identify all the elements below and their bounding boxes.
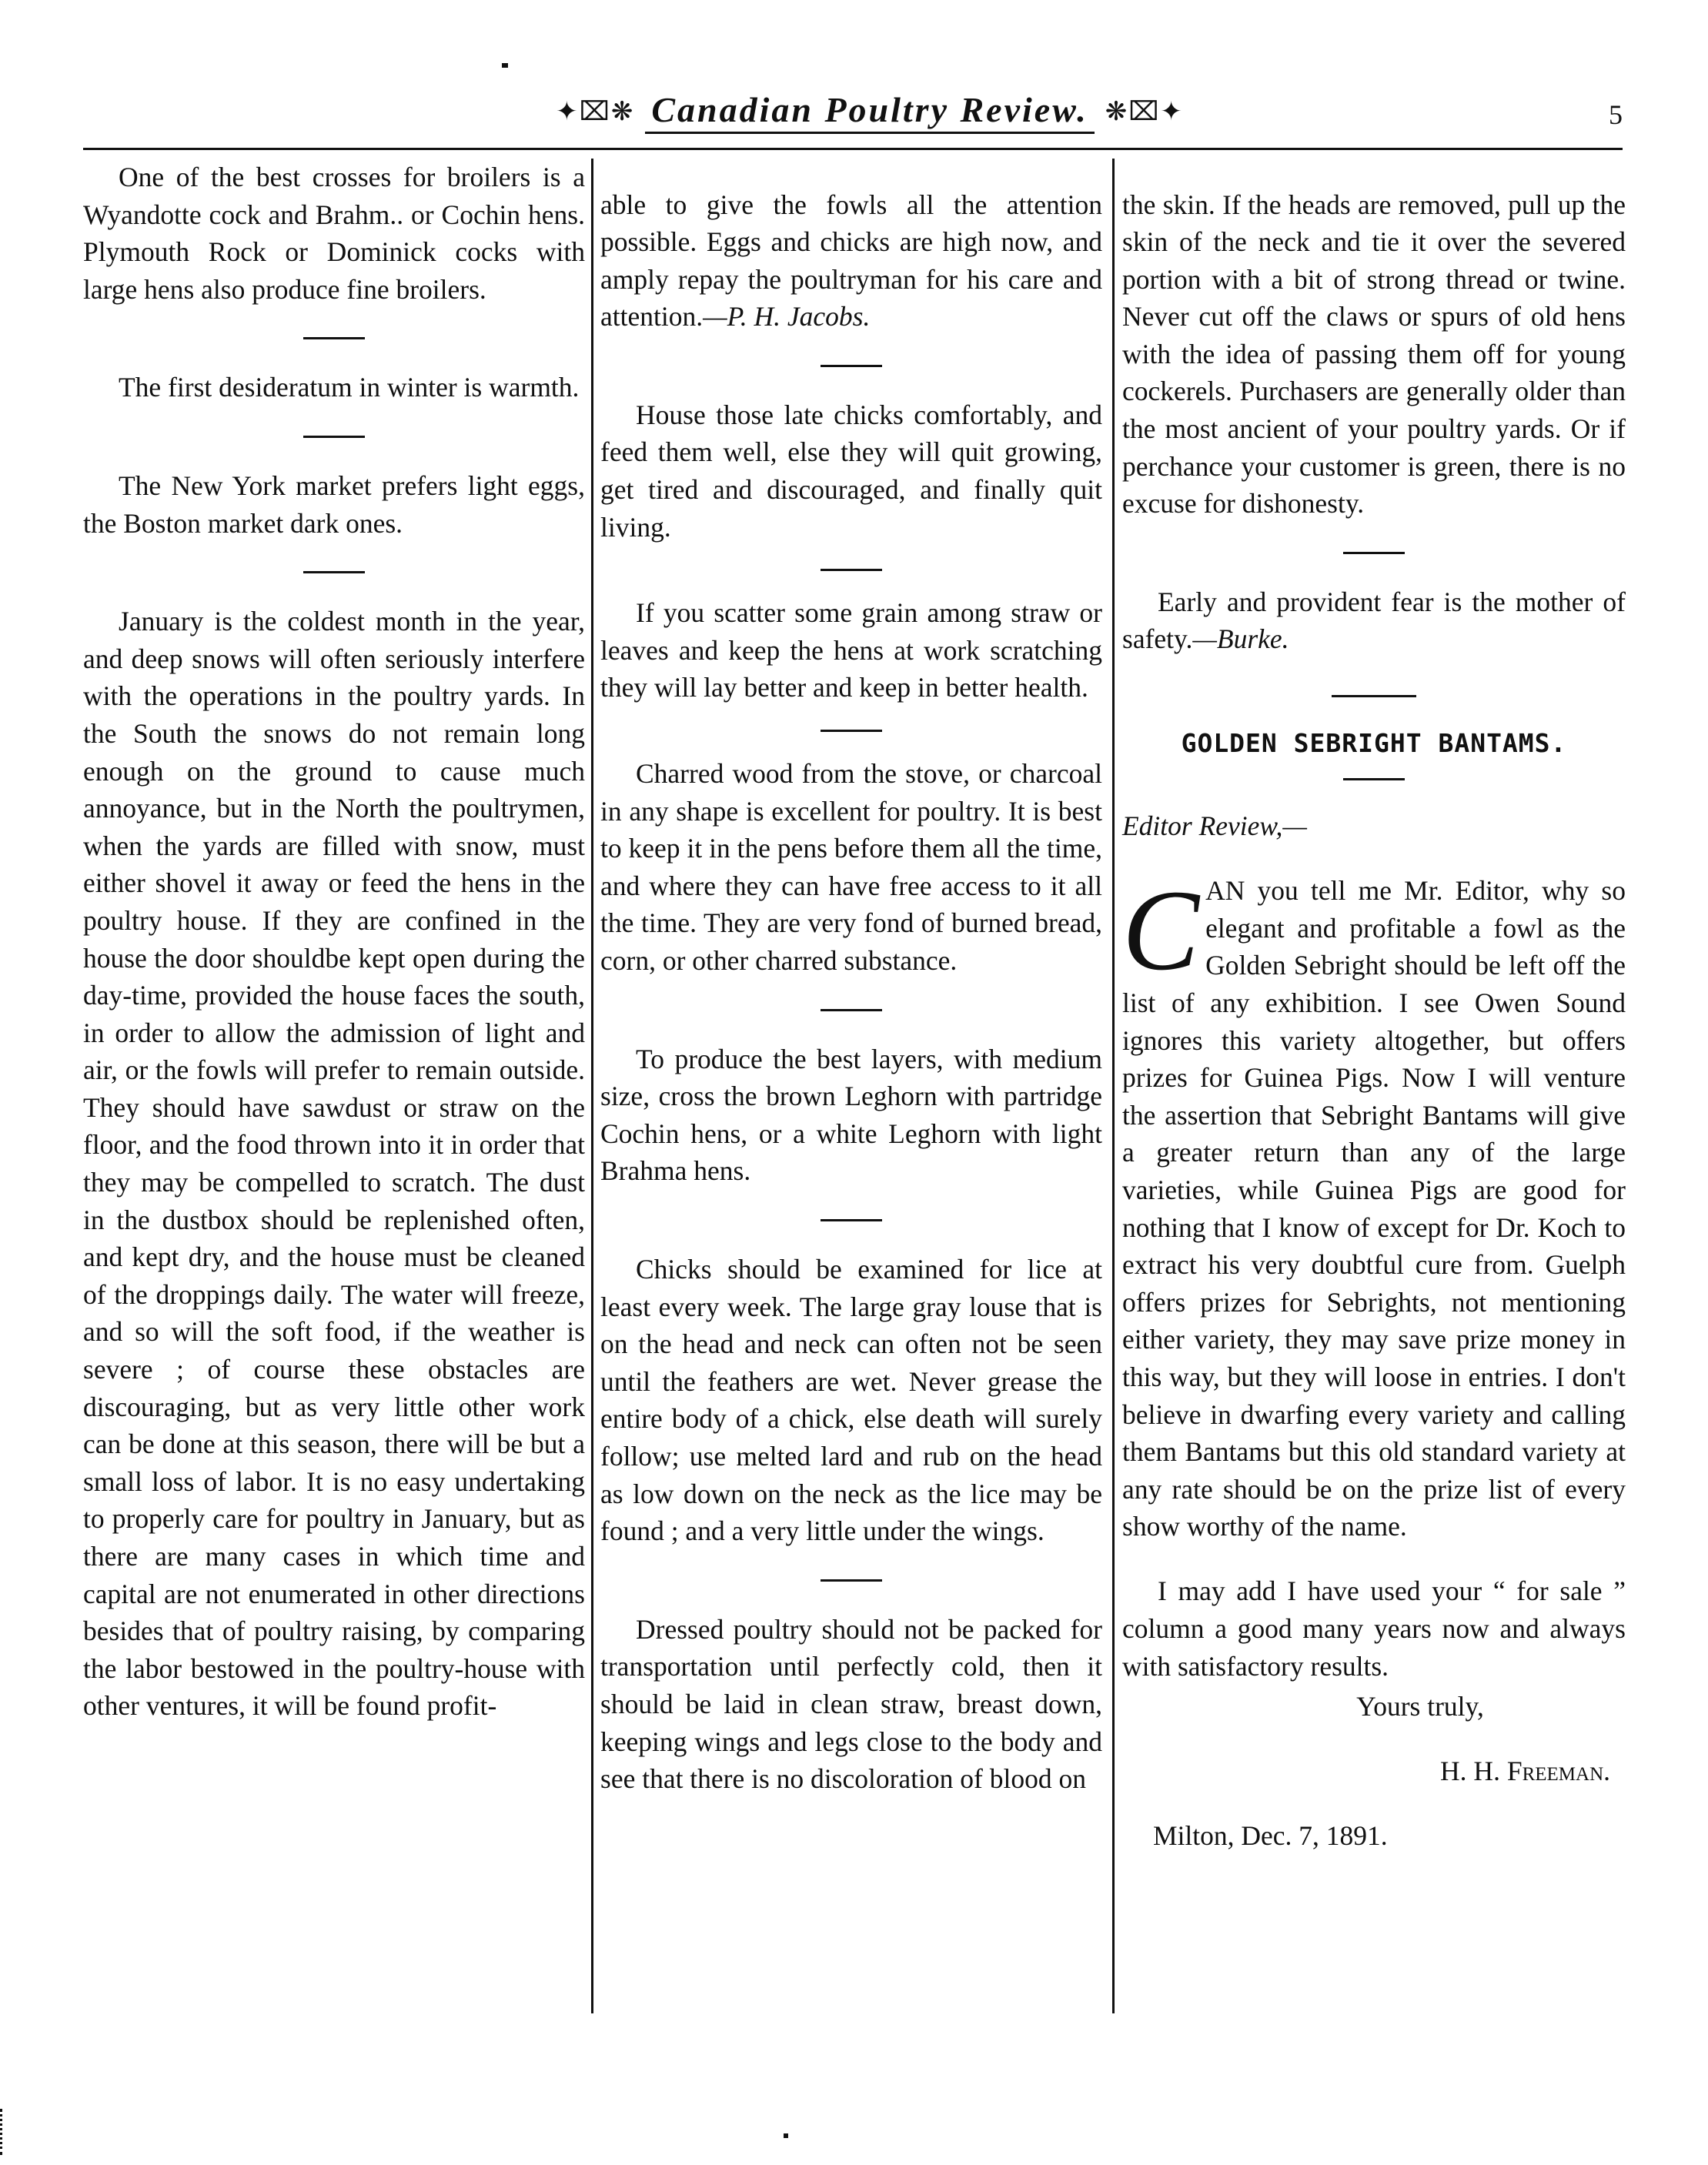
binding-edge-marks [0, 2109, 7, 2155]
letter-paragraph [1122, 867, 1626, 1545]
paragraph: Chicks should be examined for lice at least every week. The large gray louse that is on the head and neck can often not be seen until the feathers are wet. Never grease the entire body of a chick, else death will surely follow; use melted lard and rub on the head as low down on the neck as the lice may be found ; and a very little under the wings. [600, 1253, 1102, 1547]
paragraph: To produce the best layers, with medium size, cross the brown Leghorn with partridge Cochin hens, or a white Leghorn with light Brahma hens. [600, 1043, 1102, 1187]
section-separator [1343, 778, 1405, 780]
ink-speck [784, 2133, 788, 2138]
paragraph: The New York market prefers light eggs, the Boston market dark ones. [83, 469, 585, 539]
section-separator [821, 365, 882, 367]
paragraph [1122, 583, 1626, 658]
paragraph [600, 186, 1102, 336]
column-divider [1112, 159, 1115, 2013]
paragraph: Dressed poultry should not be packed for transportation until perfectly cold, then it should be laid in clean straw, breast down, keeping wings and legs close to the body and see that there is no discoloration of blood on [600, 1613, 1102, 1795]
column-3 [1122, 159, 1626, 1882]
letter-body: AN you tell me Mr. Editor, why so elegant and profitable a fowl as the Golden Sebright should be left off the list of any exhibition. I see Owen Sound ignores this variety altogether, but offers prizes for Guinea Pigs. Now I will venture the assertion that Sebright Bantams will give a greater return than any of the large varieties, while Guinea Pigs are good for nothing that I know of except for Dr. Koch to extract his very doubtful cure from. Guelph offers prizes for Sebrights, not mentioning either variety, they may save prize money in this way, but they will loose in entries. I don't believe in dwarfing every variety and calling them Bantams but this old standard variety at any rate should be on the prize list of every show worthy of the name. [1122, 875, 1626, 1542]
ink-speck [502, 63, 508, 68]
section-separator [821, 1009, 882, 1011]
right-ornament-icon: ❋⌧✦ [1105, 96, 1184, 127]
section-separator [1343, 552, 1405, 554]
section-separator [303, 337, 365, 339]
column-1 [83, 159, 585, 1725]
drop-cap: C [1122, 867, 1200, 995]
attribution: —P. H. Jacobs. [703, 301, 871, 332]
article-heading: GOLDEN SEBRIGHT BANTAMS. [1181, 728, 1567, 759]
paragraph-text: able to give the fowls all the attention possible. Eggs and chicks are high now, and amply repay the poultryman for his care and attention. [600, 189, 1102, 332]
paragraph: the skin. If the heads are removed, pull up the skin of the neck and tie it over the severed portion with a bit of strong thread or twine. Never cut off the claws or spurs of old hens with the idea of passing them off for young cockerels. Purchasers are generally older than the most ancient of your poultry yards. Or if perchance your customer is green, there is no excuse for dishonesty. [1122, 189, 1626, 520]
section-separator [821, 569, 882, 571]
page-number: 5 [1609, 99, 1623, 130]
column-2 [600, 159, 1102, 1798]
paragraph: January is the coldest month in the year, and deep snows will often seriously interfere with the operations in the poultry yards. In the South the snows do not remain long enough on the ground to cause much annoyance, but in the North the poultrymen, when the yards are filled with snow, must either shovel it away or feed the hens in the poultry house. If they are confined in the house the door shouldbe kept open during the day-time, provided the house faces the south, in order to allow the admission of light and air, or the fowls will prefer to remain outside. They should have sawdust or straw on the floor, and the food thrown into it in order that they may be compelled to scratch. The dust in the dustbox should be replenished often, and kept dry, and the house must be cleaned of the droppings daily. The water will freeze, and so will the soft food, if the weather is severe ; of course these obstacles are discouraging, but as very little other work can be done at this season, there will be but a small loss of labor. It is no easy undertaking to properly care for poultry in January, but as there are many cases in which time and capital are not enumerated in other directions besides that of poultry raising, by comparing the labor bestowed in the poultry-house with other ventures, it will be found profit- [83, 606, 585, 1722]
salutation: Editor Review,— [1122, 810, 1307, 842]
closing: Yours truly, [1356, 1691, 1484, 1722]
section-separator [303, 436, 365, 438]
paragraph: House those late chicks comfortably, and feed them well, else they will quit growing, get tired and discouraged, and finally quit living. [600, 399, 1102, 543]
signature: H. H. Freeman. [1440, 1756, 1610, 1787]
attribution: —Burke. [1192, 623, 1289, 655]
paragraph: One of the best crosses for broilers is a Wyandotte cock and Brahm.. or Cochin hens. Plymouth Rock or Dominick cocks with large hens also produce fine broilers. [83, 162, 585, 305]
masthead-title: Canadian Poultry Review. [645, 89, 1094, 134]
left-ornament-icon: ✦⌧❋ [556, 96, 635, 127]
letter-paragraph: I may add I have used your “ for sale ” column a good many years now and always with satisfactory results. [1122, 1575, 1626, 1682]
section-separator [1332, 695, 1416, 697]
paragraph-text: Early and provident fear is the mother of safety. [1122, 586, 1626, 655]
paragraph: Charred wood from the stove, or charcoal in any shape is excellent for poultry. It is best to keep it in the pens before them all the time, and where they can have free access to it all the time. They are very fond of burned bread, corn, or other charred substance. [600, 758, 1102, 976]
paragraph: If you scatter some grain among straw or leaves and keep the hens at work scratching they will lay better and keep in better health. [600, 597, 1102, 703]
column-divider [591, 159, 593, 2013]
paragraph: The first desideratum in winter is warmth. [119, 372, 580, 403]
section-separator [303, 571, 365, 573]
masthead [556, 77, 1184, 146]
section-separator [821, 1219, 882, 1221]
section-separator [821, 1579, 882, 1582]
dateline: Milton, Dec. 7, 1891. [1153, 1820, 1388, 1852]
section-separator [821, 730, 882, 732]
header-rule [83, 148, 1623, 150]
